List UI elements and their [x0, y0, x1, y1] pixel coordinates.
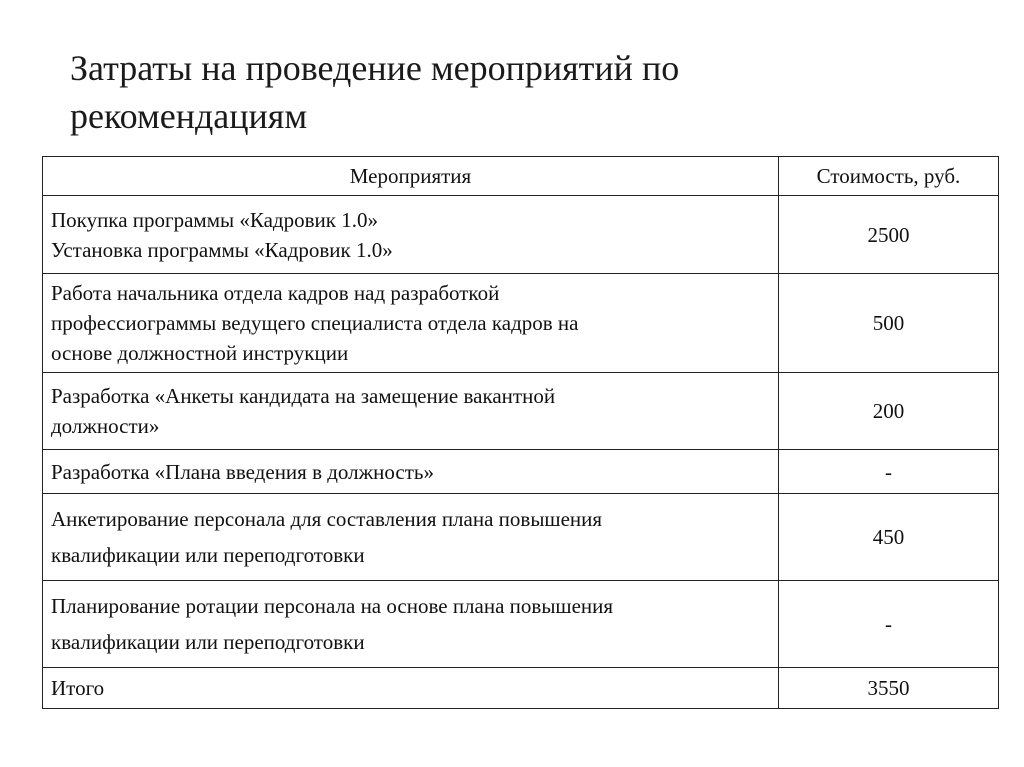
header-activities: Мероприятия: [43, 157, 779, 196]
total-label: Итого: [51, 676, 105, 700]
activity-line: Работа начальника отдела кадров над разработкой: [51, 281, 500, 305]
table-row: [43, 494, 999, 581]
activity-cell: [43, 196, 779, 274]
total-label-cell: [43, 668, 779, 709]
activity-line: Планирование ротации персонала на основе плана повышения: [51, 594, 614, 618]
activity-line: Установка программы «Кадровик 1.0»: [51, 237, 393, 262]
table-total-row: [43, 668, 999, 709]
cost-cell: 450: [779, 494, 999, 581]
activity-line: Разработка «Плана введения в должность»: [51, 459, 434, 484]
table-row: [43, 196, 999, 274]
activity-line: должности»: [51, 414, 160, 438]
cost-cell: 2500: [779, 196, 999, 274]
table-row: [43, 581, 999, 668]
activity-line: Покупка программы «Кадровик 1.0»: [51, 207, 378, 232]
activity-cell: [43, 274, 779, 373]
activity-line: профессиограммы ведущего специалиста отдела кадров на: [51, 311, 579, 335]
activity-line: основе должностной инструкции: [51, 341, 349, 365]
total-cost-cell: 3550: [779, 668, 999, 709]
page-title-line-1: Затраты на проведение мероприятий по: [70, 48, 680, 88]
page-title-line-2: рекомендациям: [70, 96, 308, 136]
cost-cell: -: [779, 450, 999, 494]
page-title: [70, 44, 970, 140]
activity-cell: [43, 373, 779, 450]
table-row: [43, 373, 999, 450]
activity-cell: [43, 494, 779, 581]
header-cost: Стоимость, руб.: [779, 157, 999, 196]
activity-cell: [43, 450, 779, 494]
table-row: [43, 450, 999, 494]
activity-line: квалификации или переподготовки: [51, 543, 365, 567]
table-row: [43, 274, 999, 373]
costs-table: [42, 156, 999, 709]
cost-cell: 200: [779, 373, 999, 450]
activity-cell: [43, 581, 779, 668]
activity-line: Анкетирование персонала для составления плана повышения: [51, 507, 603, 531]
table-header-row: [43, 157, 999, 196]
cost-cell: 500: [779, 274, 999, 373]
activity-line: квалификации или переподготовки: [51, 630, 365, 654]
cost-cell: -: [779, 581, 999, 668]
activity-line: Разработка «Анкеты кандидата на замещение вакантной: [51, 384, 556, 408]
